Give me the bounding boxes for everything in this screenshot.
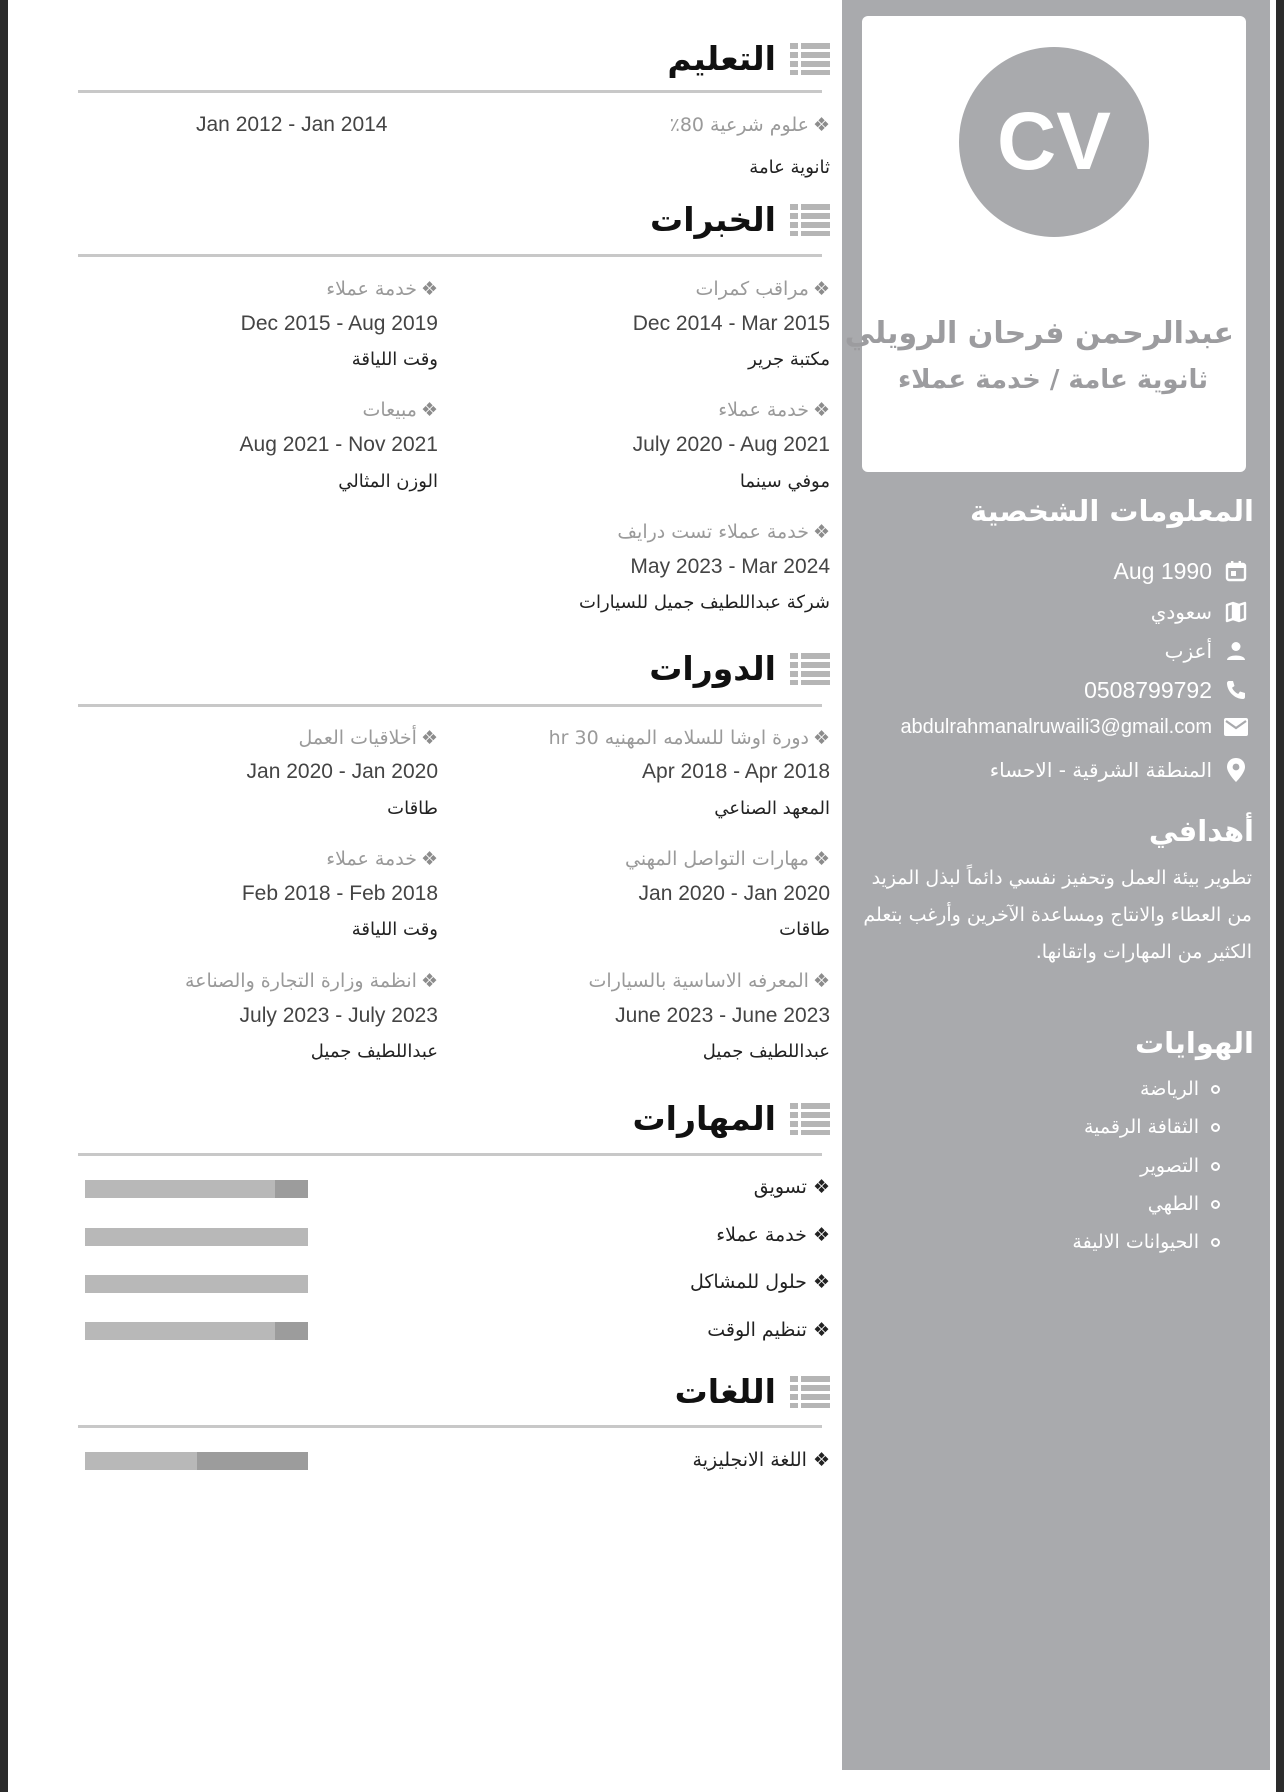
course-item-date: Jan 2020 - Jan 2020 [246, 760, 438, 783]
bullet-icon [1211, 1200, 1220, 1209]
hobbies-heading: الهوايات [1134, 1026, 1254, 1060]
languages-heading: اللغات [675, 1369, 830, 1413]
experience-item-date: Dec 2014 - Mar 2015 [632, 312, 830, 335]
experience-item-place: موفي سينما [739, 471, 830, 492]
course-item-title: ❖المعرفه الاساسية بالسيارات [588, 970, 830, 992]
experience-item-date: July 2020 - Aug 2021 [632, 433, 830, 456]
course-item-title: ❖مهارات التواصل المهني [625, 848, 830, 870]
skill-bar-fill [85, 1180, 275, 1198]
skill-label: ❖ تسويق [753, 1176, 830, 1198]
courses-heading: الدورات [649, 646, 830, 690]
course-item-title: ❖أخلاقيات العمل [298, 727, 438, 749]
list-icon [790, 202, 830, 236]
experience-item-place: وقت اللياقة [351, 349, 438, 370]
experience-item-title: ❖مبيعات [362, 399, 438, 421]
bullet-icon [1211, 1085, 1220, 1094]
experience-item-date: May 2023 - Mar 2024 [630, 555, 830, 578]
person-job-title: ثانوية عامة / خدمة عملاء [897, 365, 1208, 395]
goals-heading: أهدافي [1148, 814, 1254, 848]
hobby-item: الحيوانات الاليفة [1072, 1231, 1220, 1253]
info-marital [1165, 635, 1250, 667]
skill-bar [85, 1180, 308, 1198]
location-pin-icon [1222, 756, 1250, 784]
course-item-place: طاقات [387, 798, 438, 819]
goals-text: تطوير بيئة العمل وتحفيز نفسي دائماً لبذل المزيد من العطاء والانتاج ومساعدة الآخرين وأرغب بتعلم الكثير من المهارات واتقانها. [863, 867, 1252, 963]
hobby-item: الطهي [1148, 1193, 1220, 1215]
course-item-title: ❖خدمة عملاء [326, 848, 438, 870]
info-location [990, 754, 1250, 786]
skill-bar [85, 1322, 308, 1340]
experience-item-date: Aug 2021 - Nov 2021 [239, 433, 438, 456]
course-item-date: Feb 2018 - Feb 2018 [241, 882, 438, 905]
course-item-date: July 2023 - July 2023 [239, 1004, 438, 1027]
list-icon [790, 1374, 830, 1408]
course-item-title: ❖دورة اوشا للسلامه المهنيه 30 hr [548, 727, 830, 749]
language-bar-fill [85, 1452, 197, 1470]
nationality: سعودي [1150, 600, 1212, 624]
skill-label: ❖ حلول للمشاكل [689, 1271, 830, 1293]
info-email [858, 711, 1250, 743]
hobby-item: التصوير [1140, 1155, 1220, 1177]
education-item-place: ثانوية عامة [749, 157, 830, 178]
experience-item-title: ❖خدمة عملاء [326, 278, 438, 300]
skill-bar-fill [85, 1275, 308, 1293]
course-item-date: Apr 2018 - Apr 2018 [642, 760, 830, 783]
phone-number: 0508799792 [1084, 676, 1212, 703]
marital-status: أعزب [1164, 639, 1212, 663]
skill-bar [85, 1275, 308, 1293]
list-icon [790, 41, 830, 75]
course-item-place: وقت اللياقة [351, 919, 438, 940]
email-address: abdulrahmanalruwaili3@gmail.com [900, 715, 1212, 738]
course-item-date: Jan 2020 - Jan 2020 [638, 882, 830, 905]
mail-icon [1222, 713, 1250, 741]
bullet-icon [1211, 1162, 1220, 1171]
skill-label: ❖ خدمة عملاء [716, 1224, 830, 1246]
map-icon [1222, 598, 1250, 626]
experience-item-place: مكتبة جرير [748, 349, 830, 370]
education-heading: التعليم [667, 36, 830, 80]
course-item-date: June 2023 - June 2023 [615, 1004, 830, 1027]
experience-heading: الخبرات [650, 197, 830, 241]
person-name: عبدالرحمن فرحان الرويلي [844, 316, 1234, 351]
birth-date: Aug 1990 [1113, 557, 1212, 584]
info-birth [1114, 555, 1250, 587]
section-divider [78, 1153, 822, 1156]
course-item-place: طاقات [779, 919, 830, 940]
experience-item-place: شركة عبداللطيف جميل للسيارات [579, 592, 830, 613]
location: المنطقة الشرقية - الاحساء [989, 758, 1212, 782]
bullet-icon [1211, 1123, 1220, 1132]
skill-label: ❖ تنظيم الوقت [707, 1319, 830, 1341]
skills-heading: المهارات [633, 1096, 830, 1140]
list-icon [790, 1101, 830, 1135]
course-item-place: عبداللطيف جميل [310, 1041, 438, 1062]
cv-page [8, 0, 1276, 1792]
calendar-icon [1222, 557, 1250, 585]
section-divider [78, 90, 822, 93]
section-divider [78, 254, 822, 257]
experience-item-title: ❖مراقب كمرات [695, 278, 830, 300]
language-label: ❖ اللغة الانجليزية [692, 1449, 830, 1471]
experience-item-title: ❖خدمة عملاء [718, 399, 830, 421]
section-divider [78, 704, 822, 707]
skill-bar [85, 1228, 308, 1246]
language-bar [85, 1452, 308, 1470]
phone-icon [1222, 676, 1250, 704]
bullet-icon [1211, 1238, 1220, 1247]
hobby-item: الرياضة [1140, 1078, 1220, 1100]
profile-card [844, 16, 1246, 472]
skill-bar-fill [85, 1322, 275, 1340]
experience-item-title: ❖خدمة عملاء تست درايف [617, 521, 830, 543]
info-nationality [1151, 596, 1250, 628]
list-icon [790, 651, 830, 685]
skill-bar-fill [85, 1228, 308, 1246]
hobby-item: الثقافة الرقمية [1084, 1116, 1220, 1138]
personal-info-heading: المعلومات الشخصية [970, 494, 1254, 528]
cv-badge: CV [959, 47, 1149, 237]
education-item-title: ❖علوم شرعية 80٪ [669, 114, 830, 136]
sidebar [842, 0, 1270, 1770]
main-content [8, 0, 842, 1792]
section-divider [78, 1425, 822, 1428]
person-icon [1222, 637, 1250, 665]
experience-item-date: Dec 2015 - Aug 2019 [240, 312, 438, 335]
education-item-date: Jan 2012 - Jan 2014 [196, 113, 388, 136]
course-item-place: عبداللطيف جميل [702, 1041, 830, 1062]
info-phone [1084, 674, 1250, 706]
experience-item-place: الوزن المثالي [338, 471, 438, 492]
course-item-place: المعهد الصناعي [714, 798, 830, 819]
course-item-title: ❖انظمة وزارة التجارة والصناعة [185, 970, 438, 992]
